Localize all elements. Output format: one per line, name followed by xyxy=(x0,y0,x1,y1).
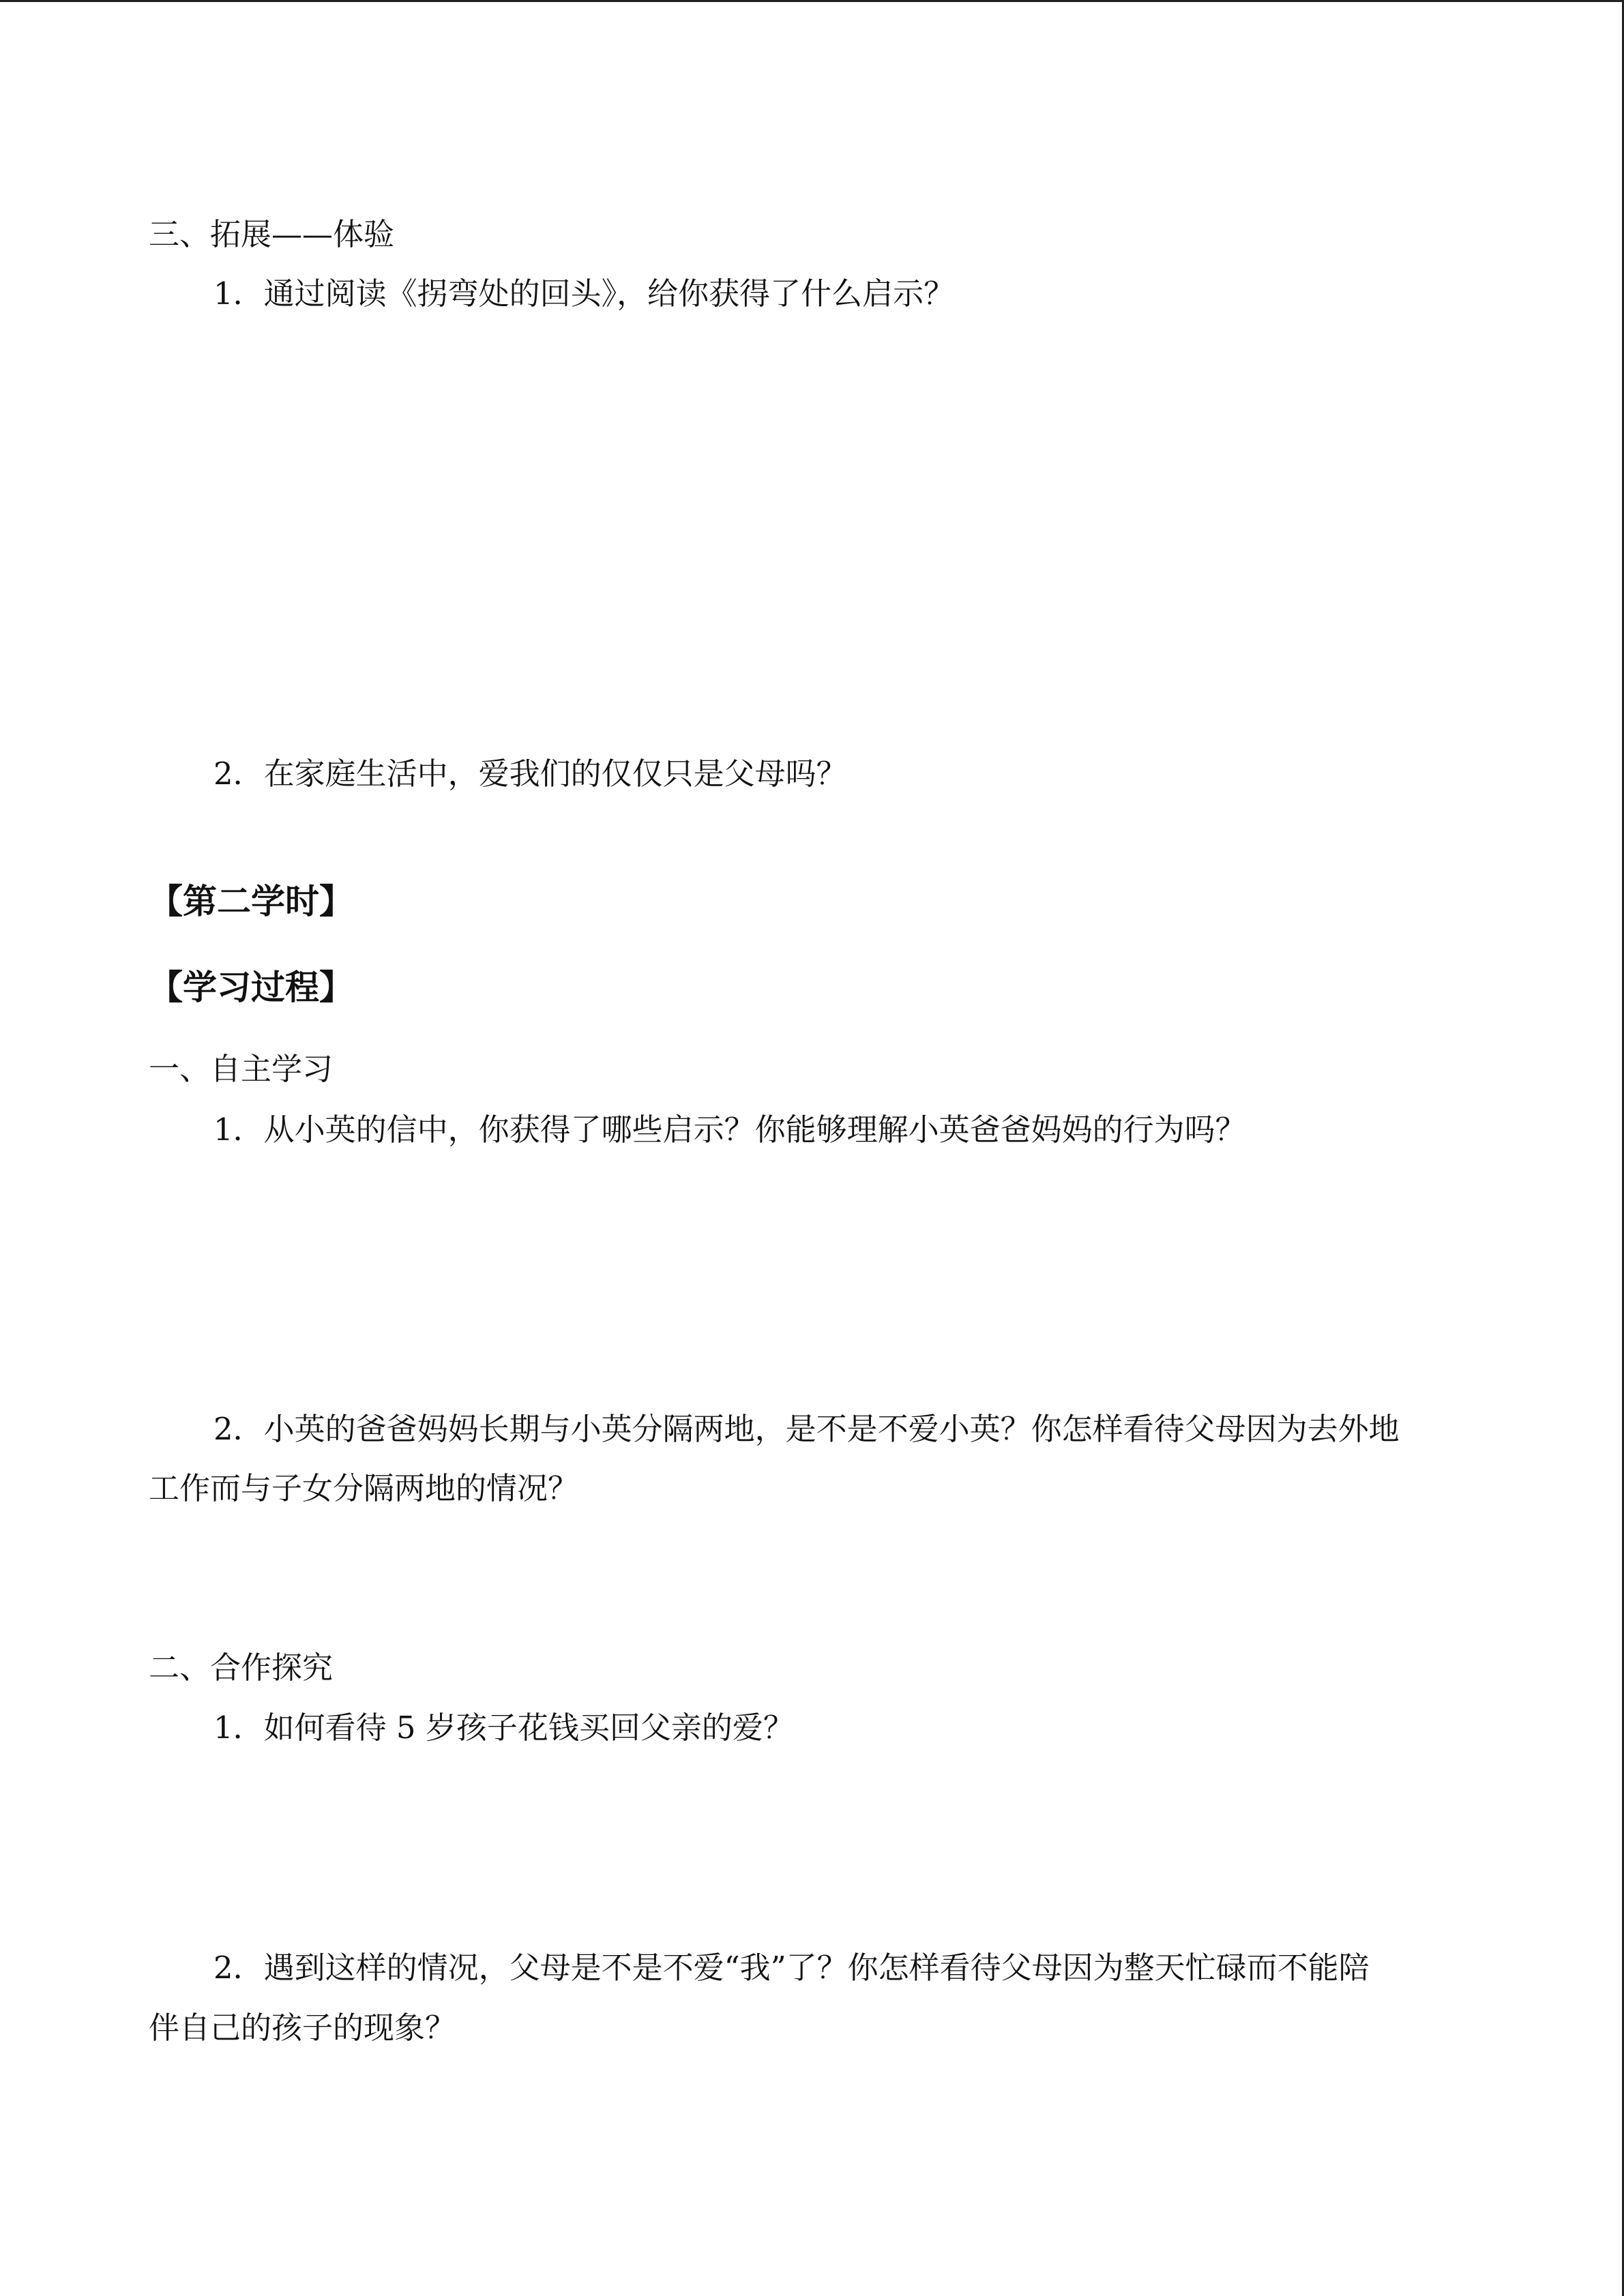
section-title-extension: 三、拓展——体验 xyxy=(149,216,395,252)
cooperation-question-2-line-1: 2．遇到这样的情况，父母是不是不爱“我”了？你怎样看待父母因为整天忙碌而不能陪 xyxy=(213,1950,1370,1986)
section-title-self-study: 一、自主学习 xyxy=(149,1051,334,1087)
cooperation-question-2-line-2: 伴自己的孩子的现象？ xyxy=(149,2010,456,2046)
self-study-question-2-line-1: 2．小英的爸爸妈妈长期与小英分隔两地，是不是不爱小英？你怎样看待父母因为去外地 xyxy=(213,1411,1400,1447)
page-top-border xyxy=(0,0,1624,2)
learning-process-heading: 【学习过程】 xyxy=(149,967,353,1007)
self-study-question-2-line-2: 工作而与子女分隔两地的情况？ xyxy=(149,1470,579,1506)
extension-question-1: 1．通过阅读《拐弯处的回头》，给你获得了什么启示？ xyxy=(213,275,955,312)
lesson-two-heading: 【第二学时】 xyxy=(149,881,353,921)
section-title-cooperation: 二、合作探究 xyxy=(149,1650,334,1686)
cooperation-question-1: 1．如何看待 5 岁孩子花钱买回父亲的爱？ xyxy=(213,1710,794,1746)
extension-question-2: 2．在家庭生活中，爱我们的仅仅只是父母吗？ xyxy=(213,756,847,792)
self-study-question-1: 1．从小英的信中，你获得了哪些启示？你能够理解小英爸爸妈妈的行为吗？ xyxy=(213,1112,1246,1148)
